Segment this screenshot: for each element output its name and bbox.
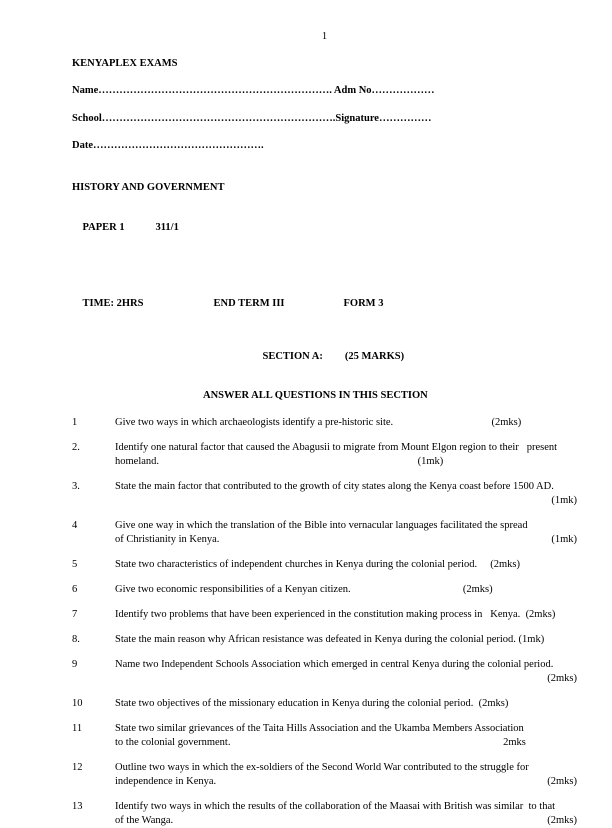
paper-code: 311/1 xyxy=(155,222,179,233)
question-line xyxy=(115,455,577,469)
question-body xyxy=(115,761,577,789)
question-text: State two characteristics of independent churches in Kenya during the colonial period. xyxy=(115,559,491,570)
question-number: 9 xyxy=(72,659,78,670)
time-allowed: TIME: 2HRS xyxy=(82,298,144,309)
question-row xyxy=(72,658,577,686)
question-row xyxy=(72,519,577,547)
question-text: State two similar grievances of the Taita Hills Association and the Ukamba Members Association xyxy=(115,723,524,734)
question-number: 10 xyxy=(72,698,83,709)
question-line xyxy=(115,761,577,775)
question-body xyxy=(115,633,577,647)
question-row xyxy=(72,558,577,572)
time-row xyxy=(72,283,577,325)
question-number: 1 xyxy=(72,417,78,428)
question-marks: (2mks) xyxy=(547,673,577,684)
date-line: Date…………………………………………. xyxy=(72,140,264,151)
question-line xyxy=(115,722,577,736)
question-body xyxy=(115,800,577,828)
question-number: 5 xyxy=(72,559,78,570)
question-marks: (1mk) xyxy=(518,634,545,645)
question-marks: (2mks) xyxy=(491,417,522,428)
question-row xyxy=(72,441,577,469)
paper-row xyxy=(72,207,577,249)
question-row xyxy=(72,800,577,828)
question-line xyxy=(115,633,577,647)
question-line xyxy=(115,775,577,789)
question-body xyxy=(115,658,577,686)
question-line xyxy=(115,608,577,622)
question-row xyxy=(72,722,577,750)
question-text: independence in Kenya. xyxy=(115,776,217,787)
question-marks: 2mks xyxy=(503,737,526,748)
question-row xyxy=(72,480,577,508)
question-body xyxy=(115,558,577,572)
question-line xyxy=(115,814,577,828)
question-text: State the main factor that contributed to the growth of city states along the Kenya coast before 1500 AD. xyxy=(115,481,554,492)
question-text: Give two economic responsibilities of a Kenyan citizen. xyxy=(115,584,351,595)
section-title: SECTION A: xyxy=(262,351,323,362)
question-row xyxy=(72,583,577,597)
question-line xyxy=(115,494,577,508)
question-number: 11 xyxy=(72,723,83,734)
question-text: of Christianity in Kenya. xyxy=(115,534,220,545)
question-line xyxy=(115,800,577,814)
question-row xyxy=(72,761,577,789)
question-text: Identify two ways in which the results of the collaboration of the Maasai with British was similar to that xyxy=(115,801,556,812)
section-heading xyxy=(252,336,577,378)
section-marks: (25 MARKS) xyxy=(344,351,405,362)
question-text: State the main reason why African resistance was defeated in Kenya during the colonial period. xyxy=(115,634,519,645)
question-marks: (1mk) xyxy=(551,495,577,506)
question-number: 3. xyxy=(72,481,80,492)
question-body xyxy=(115,480,577,508)
question-line xyxy=(115,583,577,597)
question-text: Identify two problems that have been experienced in the constitution making process in Kenya. xyxy=(115,609,526,620)
school-signature-line: School………………………………………………………….Signature…………… xyxy=(72,112,432,124)
question-body xyxy=(115,416,577,430)
question-text: Give one way in which the translation of the Bible into vernacular languages facilitated the spread xyxy=(115,520,528,531)
question-number: 4 xyxy=(72,520,78,531)
question-body xyxy=(115,583,577,597)
question-marks: (2mks) xyxy=(478,698,509,709)
question-line xyxy=(115,658,577,672)
question-body xyxy=(115,519,577,547)
question-marks: (2mks) xyxy=(490,559,521,570)
question-text: Name two Independent Schools Association which emerged in central Kenya during the colonial period. xyxy=(115,659,554,670)
question-line xyxy=(115,558,577,572)
question-text: Outline two ways in which the ex-soldiers of the Second World War contributed to the struggle for xyxy=(115,762,529,773)
question-line xyxy=(115,519,577,533)
question-text: homeland. xyxy=(115,456,160,467)
question-marks: (2mks) xyxy=(547,815,577,826)
question-number: 13 xyxy=(72,801,83,812)
question-body xyxy=(115,697,577,711)
question-number: 12 xyxy=(72,762,83,773)
question-body xyxy=(115,441,577,469)
question-line xyxy=(115,697,577,711)
question-list xyxy=(72,416,577,828)
question-body xyxy=(115,722,577,750)
form-label: FORM 3 xyxy=(343,298,384,309)
question-marks: (1mk) xyxy=(551,534,577,545)
question-line xyxy=(115,416,577,430)
question-text: Identify one natural factor that caused the Abagusii to migrate from Mount Elgon region to their present xyxy=(115,442,558,453)
question-body xyxy=(115,608,577,622)
question-text: Give two ways in which archaeologists identify a pre-historic site. xyxy=(115,417,394,428)
question-number: 7 xyxy=(72,609,78,620)
question-text: of the Wanga. xyxy=(115,815,174,826)
question-marks: (2mks) xyxy=(547,776,577,787)
question-line xyxy=(115,441,577,455)
term-label: END TERM III xyxy=(213,298,285,309)
question-line xyxy=(115,736,577,750)
question-marks: (1mk) xyxy=(417,456,444,467)
question-marks: (2mks) xyxy=(525,609,556,620)
question-line xyxy=(115,480,577,494)
page-number: 1 xyxy=(321,31,328,42)
question-row xyxy=(72,633,577,647)
question-row xyxy=(72,608,577,622)
question-number: 2. xyxy=(72,442,80,453)
exam-board-title: KENYAPLEX EXAMS xyxy=(72,58,178,69)
question-row xyxy=(72,416,577,430)
question-row xyxy=(72,697,577,711)
question-number: 8. xyxy=(72,634,80,645)
question-text: State two objectives of the missionary education in Kenya during the colonial period. xyxy=(115,698,479,709)
question-line xyxy=(115,533,577,547)
paper-label: PAPER 1 xyxy=(82,222,125,233)
question-text: to the colonial government. xyxy=(115,737,231,748)
question-marks: (2mks) xyxy=(462,584,493,595)
section-instruction: ANSWER ALL QUESTIONS IN THIS SECTION xyxy=(203,390,428,401)
question-line xyxy=(115,672,577,686)
name-adm-line: Name…………………………………………………………. Adm No……………… xyxy=(72,85,435,96)
subject-title: HISTORY AND GOVERNMENT xyxy=(72,182,225,193)
question-number: 6 xyxy=(72,584,78,595)
